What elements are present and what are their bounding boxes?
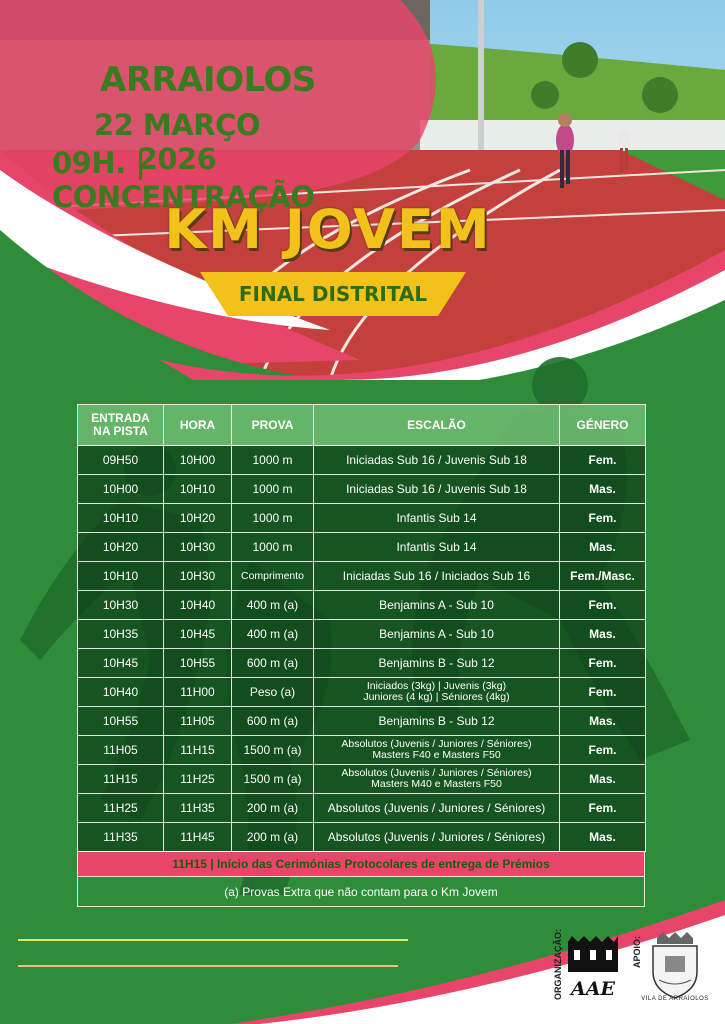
cell-escalao (314, 620, 560, 649)
cell-hora: 11H35 (164, 794, 232, 823)
table-row (78, 562, 646, 591)
table-row (78, 620, 646, 649)
cell-genero: Fem. (560, 591, 646, 620)
cell-genero: Fem. (560, 504, 646, 533)
decorative-lines (18, 936, 418, 976)
cell-escalao (314, 736, 560, 765)
cell-hora: 10H55 (164, 649, 232, 678)
cell-prova: 1000 m (232, 446, 314, 475)
extra-events-note: (a) Provas Extra que não contam para o Km Jovem (77, 877, 645, 907)
apoio-label: APOIO: (632, 935, 642, 968)
escalao-line: Benjamins B - Sub 12 (378, 714, 495, 728)
event-subtitle: FINAL DISTRITAL (238, 282, 428, 306)
cell-prova: 600 m (a) (232, 707, 314, 736)
cell-genero: Mas. (560, 823, 646, 852)
cell-entrada: 10H10 (78, 504, 164, 533)
cell-hora: 10H30 (164, 562, 232, 591)
cell-entrada: 11H35 (78, 823, 164, 852)
cell-entrada: 09H50 (78, 446, 164, 475)
cell-genero: Fem. (560, 649, 646, 678)
cell-escalao (314, 591, 560, 620)
header-hora: HORA (164, 405, 232, 446)
cell-entrada: 11H05 (78, 736, 164, 765)
cell-entrada: 10H55 (78, 707, 164, 736)
cell-escalao (314, 707, 560, 736)
cell-prova: 200 m (a) (232, 823, 314, 852)
cell-escalao (314, 678, 560, 707)
header-escalao: ESCALÃO (314, 405, 560, 446)
escalao-line: Iniciadas Sub 16 / Iniciados Sub 16 (342, 569, 531, 583)
cell-hora: 10H00 (164, 446, 232, 475)
organizacao-label: ORGANIZAÇÃO: (553, 929, 563, 1000)
escalao-line: Absolutos (Juvenis / Juniores / Séniores) (341, 738, 532, 750)
table-row (78, 765, 646, 794)
cell-prova: 400 m (a) (232, 591, 314, 620)
city-name: ARRAIOLOS (100, 60, 316, 100)
table-row (78, 591, 646, 620)
escalao-line: Benjamins A - Sub 10 (379, 598, 494, 612)
cell-hora: 11H00 (164, 678, 232, 707)
cell-escalao (314, 794, 560, 823)
cell-genero: Fem. (560, 736, 646, 765)
table-row (78, 707, 646, 736)
cell-prova: 1000 m (232, 475, 314, 504)
table-row (78, 533, 646, 562)
cell-prova: 1000 m (232, 504, 314, 533)
cell-escalao (314, 823, 560, 852)
cell-hora: 11H05 (164, 707, 232, 736)
cell-genero: Mas. (560, 707, 646, 736)
cell-entrada: 10H35 (78, 620, 164, 649)
cell-escalao (314, 446, 560, 475)
cell-prova: 400 m (a) (232, 620, 314, 649)
cell-entrada: 11H25 (78, 794, 164, 823)
cell-genero: Mas. (560, 620, 646, 649)
table-row (78, 504, 646, 533)
cell-genero: Fem. (560, 446, 646, 475)
event-time: 09H. | CONCENTRAÇÃO (52, 146, 315, 214)
cell-entrada: 10H45 (78, 649, 164, 678)
cell-escalao (314, 504, 560, 533)
cell-escalao (314, 533, 560, 562)
cell-genero: Fem./Masc. (560, 562, 646, 591)
table-row (78, 446, 646, 475)
table-row (78, 475, 646, 504)
cell-hora: 10H10 (164, 475, 232, 504)
cell-prova: 200 m (a) (232, 794, 314, 823)
table-row (78, 794, 646, 823)
cell-hora: 11H45 (164, 823, 232, 852)
header-entrada: ENTRADA NA PISTA (78, 405, 164, 446)
cell-entrada: 10H40 (78, 678, 164, 707)
ceremony-notice: 11H15 | Início das Cerimónias Protocolares de entrega de Prémios (77, 851, 645, 877)
escalao-line: Infantis Sub 14 (396, 540, 477, 554)
escalao-line: Masters M40 e Masters F50 (371, 778, 502, 790)
escalao-line: Infantis Sub 14 (396, 511, 477, 525)
cell-hora: 10H45 (164, 620, 232, 649)
cell-entrada: 11H15 (78, 765, 164, 794)
cell-entrada: 10H00 (78, 475, 164, 504)
header-prova: PROVA (232, 405, 314, 446)
cell-genero: Mas. (560, 765, 646, 794)
aae-logo-text: AAE (571, 978, 615, 1000)
arraiolos-crest-icon (645, 930, 705, 1002)
escalao-line: Benjamins A - Sub 10 (379, 627, 494, 641)
cell-hora: 10H20 (164, 504, 232, 533)
cell-escalao (314, 475, 560, 504)
schedule-table (77, 404, 646, 852)
cell-entrada: 10H10 (78, 562, 164, 591)
cell-prova: Peso (a) (232, 678, 314, 707)
table-row (78, 678, 646, 707)
escalao-line: Masters F40 e Masters F50 (372, 749, 501, 761)
escalao-line: Absolutos (Juvenis / Juniores / Séniores) (327, 830, 546, 844)
cell-hora: 11H25 (164, 765, 232, 794)
cell-hora: 10H40 (164, 591, 232, 620)
escalao-line: Absolutos (Juvenis / Juniores / Séniores) (341, 767, 532, 779)
event-date: 22 MARÇO 2026 (93, 108, 261, 176)
cell-hora: 10H30 (164, 533, 232, 562)
cell-genero: Fem. (560, 678, 646, 707)
escalao-line: Juniores (4 kg) | Séniores (4kg) (363, 691, 510, 703)
cell-prova: 1500 m (a) (232, 765, 314, 794)
escalao-line: Iniciadas Sub 16 / Juvenis Sub 18 (346, 482, 527, 496)
crest-caption: VILA DE ARRAIOLOS (641, 996, 709, 1002)
escalao-line: Iniciados (3kg) | Juvenis (3kg) (366, 680, 507, 692)
escalao-line: Absolutos (Juvenis / Juniores / Séniores) (327, 801, 546, 815)
cell-entrada: 10H30 (78, 591, 164, 620)
cell-entrada: 10H20 (78, 533, 164, 562)
table-header-row (78, 405, 646, 446)
escalao-line: Benjamins B - Sub 12 (378, 656, 495, 670)
escalao-line: Iniciadas Sub 16 / Juvenis Sub 18 (346, 453, 527, 467)
cell-genero: Mas. (560, 475, 646, 504)
event-title: KM JOVEM (164, 198, 492, 261)
header-genero: GÉNERO (560, 405, 646, 446)
table-row (78, 736, 646, 765)
cell-genero: Fem. (560, 794, 646, 823)
cell-escalao (314, 649, 560, 678)
cell-hora: 11H15 (164, 736, 232, 765)
cell-genero: Mas. (560, 533, 646, 562)
cell-prova: 1500 m (a) (232, 736, 314, 765)
cell-prova: 600 m (a) (232, 649, 314, 678)
table-row (78, 649, 646, 678)
cell-escalao (314, 562, 560, 591)
table-row (78, 823, 646, 852)
cell-escalao (314, 765, 560, 794)
cell-prova: Comprimento (232, 562, 314, 591)
cell-prova: 1000 m (232, 533, 314, 562)
